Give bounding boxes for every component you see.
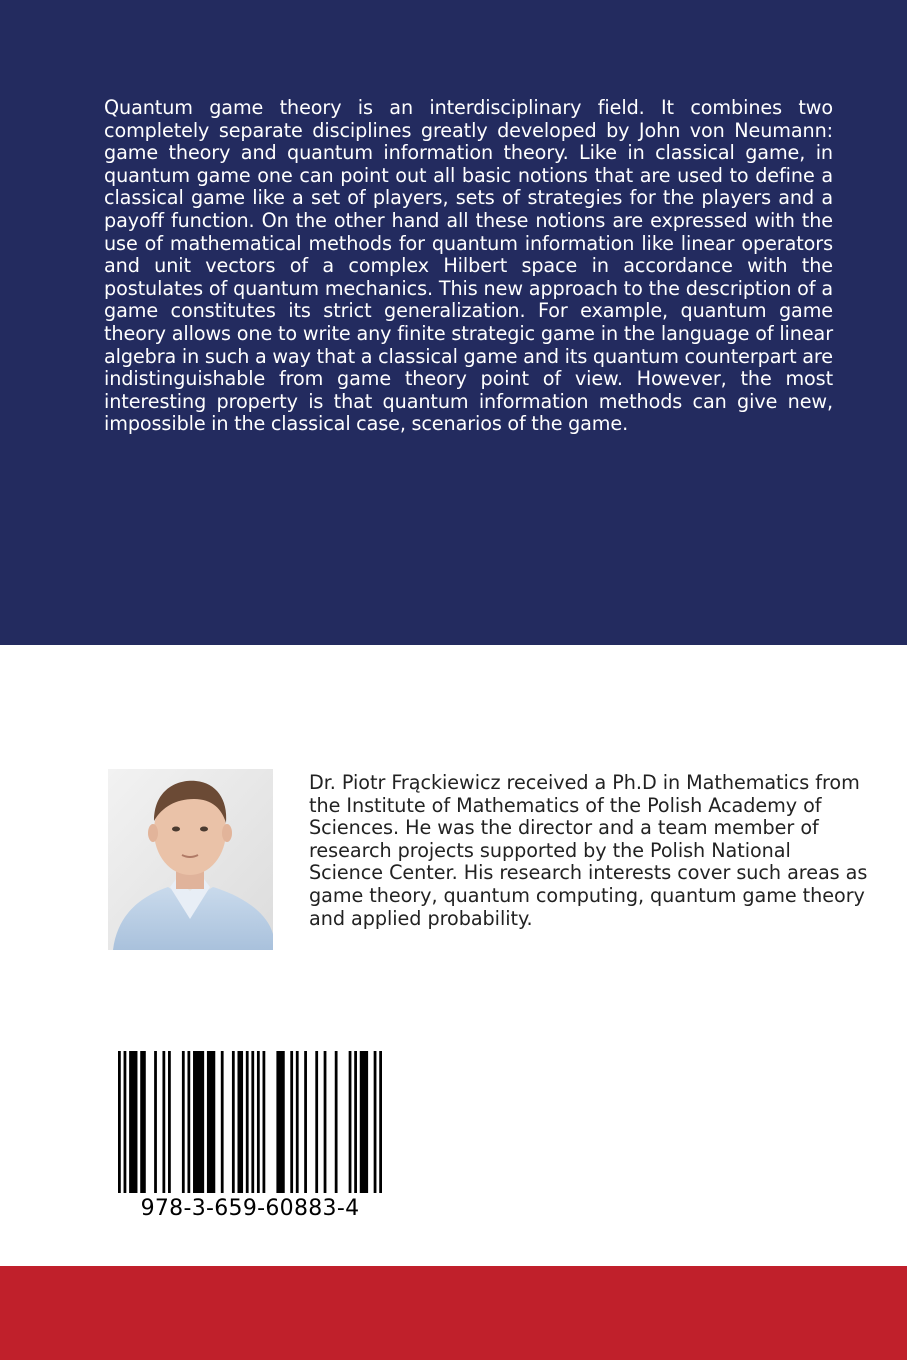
barcode-bar [168, 1051, 171, 1193]
book-description: Quantum game theory is an interdisciplinary field. It combines two completely separate disciplines greatly developed by John von Neumann: game theory and quantum information theory. Like in classical game, in quantum game one can point out all basic notions that are used to define a classical game like a set of players, sets of strategies for the players and a payoff function. On the other hand all these notions are expressed with the use of mathematical methods for quantum information like linear operators and unit vectors of a complex Hilbert space in accordance with the postulates of quantum mechanics. This new approach to the description of a game constitutes its strict generalization. For example, quantum game theory allows one to write any finite strategic game in the language of linear algebra in such a way that a classical game and its quantum counterpart are indistinguishable from game theory point of view. However, the most interesting property is that quantum information methods can give new, impossible in the classical case, scenarios of the game. [104, 96, 833, 436]
top-blue-panel [0, 0, 907, 645]
isbn-number: 978-3-659-60883-4 [140, 1196, 360, 1221]
author-bio: Dr. Piotr Frąckiewicz received a Ph.D in Mathematics from the Institute of Mathematics of the Polish Academy of Sciences. He was the director and a team member of research projects supported by the Polish National Science Center. His research interests cover such areas as game theory, quantum computing, quantum game theory and applied probability. [309, 771, 868, 930]
author-photo [108, 769, 273, 950]
barcode-bar [335, 1051, 338, 1193]
barcode-bar [232, 1051, 235, 1193]
barcode-bar [187, 1051, 190, 1193]
barcode-bar [182, 1051, 185, 1193]
barcode-bar [360, 1051, 368, 1193]
barcode-bar [296, 1051, 299, 1193]
barcode-bar [207, 1051, 215, 1193]
barcode-bar [374, 1051, 377, 1193]
barcode-bar [251, 1051, 254, 1193]
bottom-red-band [0, 1266, 907, 1360]
barcode-bar [354, 1051, 357, 1193]
barcode-bar [246, 1051, 249, 1193]
barcode-bar [193, 1051, 204, 1193]
barcode [118, 1051, 382, 1193]
barcode-bar [263, 1051, 266, 1193]
barcode-bar [221, 1051, 224, 1193]
barcode-bar [349, 1051, 352, 1193]
barcode-bar [276, 1051, 284, 1193]
barcode-bar [162, 1051, 165, 1193]
barcode-bar [237, 1051, 243, 1193]
barcode-bar [140, 1051, 146, 1193]
barcode-bar [304, 1051, 307, 1193]
barcode-bar [290, 1051, 293, 1193]
barcode-bar [257, 1051, 260, 1193]
barcode-bar [129, 1051, 137, 1193]
barcode-bar [324, 1051, 327, 1193]
barcode-bar [124, 1051, 127, 1193]
barcode-bar [315, 1051, 318, 1193]
barcode-bar [118, 1051, 121, 1193]
barcode-bar [379, 1051, 382, 1193]
barcode-bar [154, 1051, 157, 1193]
